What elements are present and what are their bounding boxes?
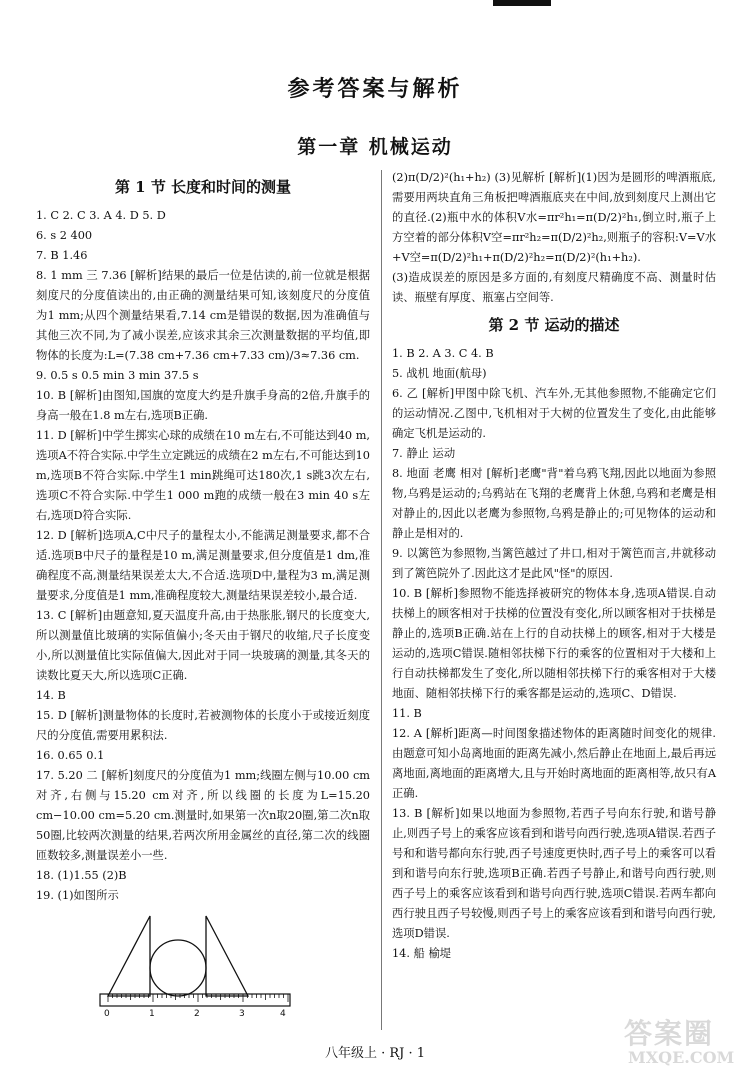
ruler-label: 2: [194, 1009, 200, 1019]
answer-item: 14. 船 榆堤: [392, 947, 452, 960]
answer-item: 8. 1 mm 三 7.36 [解析]结果的最后一位是估读的,前一位就是根据刻度尺的分度值读出的,由正确的测量结果可知,该刻度尺的分度值为1 mm;从四个测量结果看,7.14 cm是错误的数据,因为准确值与其他三次不同,为了减小误差,应该求其余三次测量数据的平均值,即物体的长度为:L=(7.38 cm+7.36 cm+7.33 cm)/3≈7.36 cm.: [36, 269, 370, 362]
right-column: [392, 168, 716, 964]
left-column: [36, 170, 370, 1027]
answer-item: (3)造成误差的原因是多方面的,有刻度尺精确度不高、测量时估读、瓶壁有厚度、瓶塞占空间等.: [392, 271, 716, 304]
answer-item: 1. B 2. A 3. C 4. B: [392, 347, 494, 360]
answer-item: 5. 战机 地面(航母): [392, 367, 487, 380]
answer-item: 8. 地面 老鹰 相对 [解析]老鹰"背"着乌鸦飞翔,因此以地面为参照物,乌鸦是运动的;乌鸦站在飞翔的老鹰背上休憩,乌鸦和老鹰是相对静止的,因此以老鹰为参照物,乌鸦是静止的;可见物体的运动和静止是相对的.: [392, 467, 716, 540]
answer-item: 6. 乙 [解析]甲图中除飞机、汽车外,无其他参照物,不能确定它们的运动情况.乙图中,飞机相对于大树的位置发生了变化,由此能够确定飞机是运动的.: [392, 387, 716, 440]
answer-item: 7. 静止 运动: [392, 447, 456, 460]
answer-item: 11. B: [392, 707, 422, 720]
answer-item: 17. 5.20 二 [解析]刻度尺的分度值为1 mm;线圈左侧与10.00 cm对齐,右侧与15.20 cm对齐,所以线圈的长度为L=15.20 cm−10.00 cm=5.20 cm.测量时,如果第一次n取20圈,第二次n取50圈,比较两次测量的结果,若两次所用金属丝的直径,第二次的线圈匝数较多,测量误差小一些.: [36, 769, 370, 862]
watermark-url: MXQE.COM: [628, 1048, 735, 1067]
ruler-label: 3: [239, 1009, 245, 1019]
chapter-title: 第一章 机械运动: [297, 136, 453, 158]
column-divider: [381, 170, 382, 1030]
ruler-label: 4: [280, 1009, 286, 1019]
answer-item: 7. B 1.46: [36, 249, 88, 262]
section-heading-1: 第 1 节 长度和时间的测量: [114, 178, 292, 196]
answer-item: 13. B [解析]如果以地面为参照物,若西子号向东行驶,和谐号静止,则西子号上的乘客应该看到和谐号向西行驶,选项A错误.若西子号和和谐号都向东行驶,西子号速度更快时,西子号上的乘客可以看到和谐号向东行驶,选项B正确.若西子号静止,和谐号向西行驶,则西子号上的乘客应该看到和谐号向西行驶,选项C错误.若两车都向西行驶且西子号较慢,则西子号上的乘客应该看到和谐号向西行驶,选项D错误.: [392, 807, 716, 940]
answer-item: 15. D [解析]测量物体的长度时,若被测物体的长度小于或接近刻度尺的分度值,需要用累积法.: [36, 709, 370, 742]
answer-item: 14. B: [36, 689, 66, 702]
answer-item: 6. s 2 400: [36, 229, 93, 242]
answer-item: 13. C [解析]由题意知,夏天温度升高,由于热胀胀,钢尺的长度变大,所以测量值比玻璃的实际值偏小;冬天由于钢尺的收缩,尺子长度变小,所以测量值比实际值偏大,因此对于同一块玻璃的测量,其冬天的读数比夏天大,所以选项C正确.: [36, 609, 370, 682]
answer-item: 10. B [解析]参照物不能选择被研究的物体本身,选项A错误.自动扶梯上的顾客相对于扶梯的位置没有变化,所以顾客相对于扶梯是静止的,选项B正确.站在上行的自动扶梯上的顾客,相对于大楼是运动的,选项C错误.随相邻扶梯下行的乘客的位置相对于大楼和上行自动扶梯都发生了变化,所以随相邻扶梯下行的乘客相对于大楼地面、随相邻扶梯下行的乘客都是运动的,选项C、D错误.: [392, 587, 716, 700]
page-title: 参考答案与解析: [287, 76, 463, 102]
answer-item: 11. D [解析]中学生掷实心球的成绩在10 m左右,不可能达到40 m,选项A不符合实际.中学生立定跳远的成绩在2 m左右,不可能达到10 m,选项B不符合实际.中学生1 min跳绳可达180次,1 s跳3次左右,选项C不符合实际.中学生1 000 m跑的成绩一般在3 min 40 s左右,选项D符合实际.: [36, 429, 370, 522]
ruler-label: 1: [149, 1009, 155, 1019]
answer-item: 16. 0.65 0.1: [36, 749, 105, 762]
answer-item: 1. C 2. C 3. A 4. D 5. D: [36, 209, 166, 222]
answer-item: 9. 以篱笆为参照物,当篱笆越过了井口,相对于篱笆而言,井就移动到了篱笆院外了.因此这才是此风"怪"的原因.: [392, 547, 716, 580]
answer-item: 18. (1)1.55 (2)B: [36, 869, 127, 882]
ruler-label: 0: [104, 1009, 110, 1019]
page-footer: 八年级上 · RJ · 1: [324, 1046, 426, 1061]
ruler-figure: [98, 910, 370, 1027]
top-bar: [493, 0, 551, 6]
answer-item: (2)π(D/2)²(h₁+h₂) (3)见解析 [解析](1)因为是圆形的啤酒瓶底,需要用两块直角三角板把啤酒瓶底夹在中间,放到刻度尺上测出它的直径.(2)瓶中水的体积V水=πr²h₁=π(D/2)²h₁,倒立时,瓶子上方空着的部分体积V空=πr²h₂=π(D/2)²h₂,则瓶子的容积:V=V水+V空=π(D/2)²h₁+π(D/2)²h₂=π(D/2)²(h₁+h₂).: [392, 171, 716, 264]
answer-item: 9. 0.5 s 0.5 min 3 min 37.5 s: [36, 369, 199, 382]
answer-item: 12. D [解析]选项A,C中尺子的量程太小,不能满足测量要求,都不合适.选项B中尺子的量程是10 m,满足测量要求,但分度值是1 dm,准确程度不高,测量结果误差太大,不合适.选项D中,量程为3 m,满足测量要求,分度值是1 mm,准确程度较大,测量结果误差较小,最合适.: [36, 529, 370, 602]
section-heading-2: 第 2 节 运动的描述: [488, 316, 620, 334]
answer-item: 12. A [解析]距离—时间图象描述物体的距离随时间变化的规律.由题意可知小岛离地面的距离先减小,然后静止在地面上,最后再远离地面,离地面的距离增大,且与开始时离地面的距离相等,故只有A正确.: [392, 727, 716, 800]
answer-item: 19. (1)如图所示: [36, 889, 119, 902]
watermark-logo: 答案圈: [624, 1017, 715, 1050]
answer-item: 10. B [解析]由图知,国旗的宽度大约是升旗手身高的2倍,升旗手的身高一般在1.8 m左右,选项B正确.: [36, 389, 370, 422]
